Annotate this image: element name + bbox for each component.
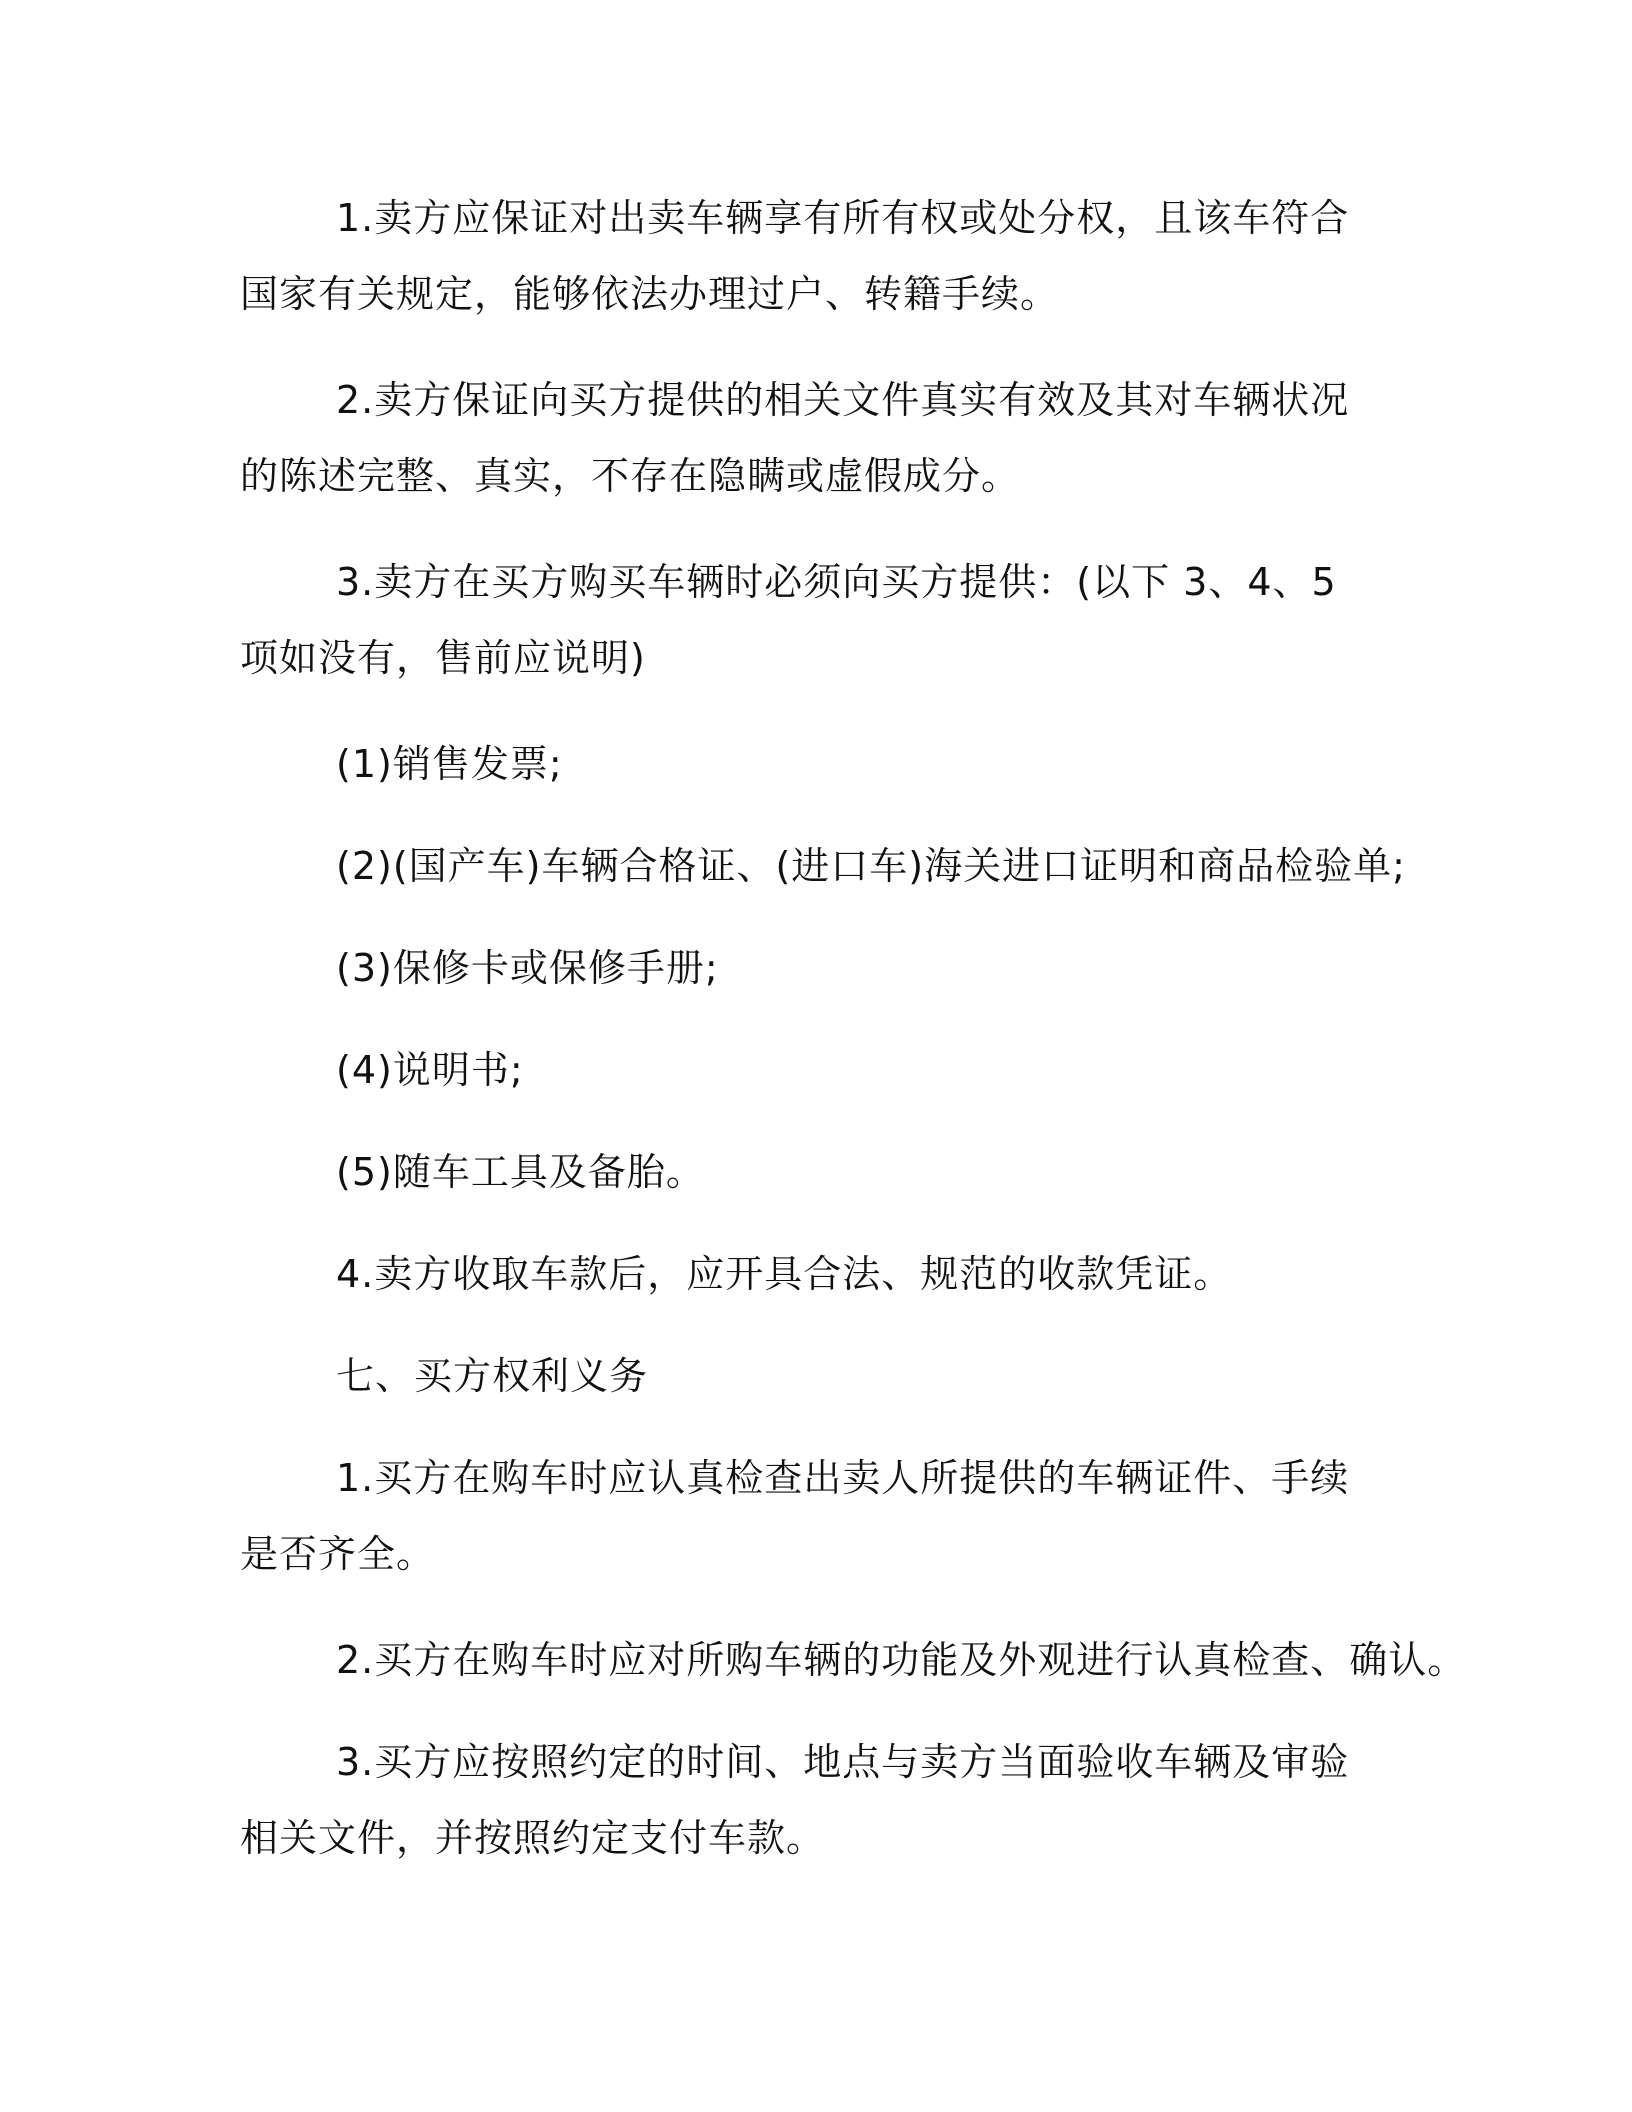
paragraph-buyer-inspect-vehicle: 2.买方在购车时应对所购车辆的功能及外观进行认真检查、确认。 xyxy=(336,1638,1467,1682)
list-item-warranty: (3)保修卡或保修手册; xyxy=(336,946,719,990)
paragraph-buyer-payment: 3.买方应按照约定的时间、地点与卖方当面验收车辆及审验相关文件，并按照约定支付车款。 xyxy=(240,1740,1350,1860)
list-item-invoice: (1)销售发票; xyxy=(336,742,563,786)
list-item-certificate: (2)(国产车)车辆合格证、(进口车)海关进口证明和商品检验单; xyxy=(336,844,1406,888)
paragraph-buyer-inspect-documents: 1.买方在购车时应认真检查出卖人所提供的车辆证件、手续是否齐全。 xyxy=(240,1456,1350,1576)
paragraph-seller-ownership: 1.卖方应保证对出卖车辆享有所有权或处分权，且该车符合国家有关规定，能够依法办理过户、转籍手续。 xyxy=(240,196,1350,316)
section-heading-buyer-rights: 七、买方权利义务 xyxy=(336,1354,649,1398)
paragraph-receipt: 4.卖方收取车款后，应开具合法、规范的收款凭证。 xyxy=(336,1252,1233,1296)
paragraph-seller-documents: 2.卖方保证向买方提供的相关文件真实有效及其对车辆状况的陈述完整、真实，不存在隐瞒或虚假成分。 xyxy=(240,378,1350,498)
paragraph-seller-provide: 3.卖方在买方购买车辆时必须向买方提供：(以下 3、4、5 项如没有，售前应说明) xyxy=(240,560,1337,680)
list-item-manual: (4)说明书; xyxy=(336,1048,524,1092)
list-item-tools: (5)随车工具及备胎。 xyxy=(336,1150,705,1194)
